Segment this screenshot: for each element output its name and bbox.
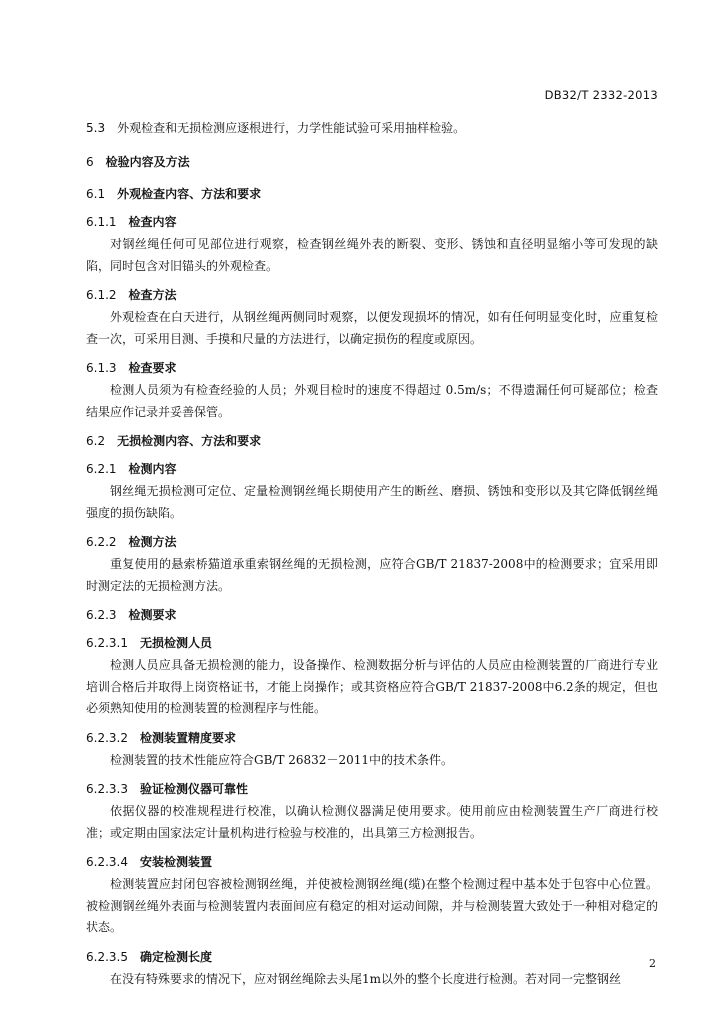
section-number: 6.2.3.1 xyxy=(86,636,128,650)
section-title: 外观检查和无损检测应逐根进行，力学性能试验可采用抽样检验。 xyxy=(117,121,466,135)
section-heading xyxy=(86,212,658,232)
paragraph: 在没有特殊要求的情况下，应对钢丝绳除去头尾1m以外的整个长度进行检测。若对同一完整钢丝 xyxy=(110,971,622,986)
document-body xyxy=(86,110,658,990)
section-title: 检测内容 xyxy=(128,462,177,476)
section-heading xyxy=(86,459,658,479)
section-title: 验证检测仪器可靠性 xyxy=(139,782,248,796)
section-heading xyxy=(86,285,658,305)
section-number: 5.3 xyxy=(86,121,106,135)
clause-text xyxy=(86,118,658,138)
section-title: 无损检测人员 xyxy=(139,636,212,650)
paragraph: 对钢丝绳任何可见部位进行观察，检查钢丝绳外表的断裂、变形、锈蚀和直径明显缩小等可发现的缺陷，同时包含对旧锚头的外观检查。 xyxy=(86,237,658,273)
paragraph: 检测装置的技术性能应符合GB/T 26832－2011中的技术条件。 xyxy=(110,752,453,767)
paragraph: 检测人员须为有检查经验的人员；外观目检时的速度不得超过 0.5m/s；不得遗漏任何可疑部位；检查结果应作记录并妥善保管。 xyxy=(86,383,658,419)
section-title: 检测方法 xyxy=(128,535,177,549)
section-number: 6.2.3.2 xyxy=(86,730,128,745)
standard-code: DB32/T 2332-2013 xyxy=(544,88,658,102)
section-number: 6.2.3 xyxy=(86,608,117,622)
section-heading xyxy=(86,728,658,748)
section-title: 检验内容及方法 xyxy=(105,155,190,169)
section-number: 6.2 xyxy=(86,434,106,448)
paragraph: 依据仪器的校准规程进行校准，以确认检测仪器满足使用要求。使用前应由检测装置生产厂商进行校准；或定期由国家法定计量机构进行检验与校准的，出具第三方检测报告。 xyxy=(86,804,658,840)
section-number: 6.2.3.4 xyxy=(86,855,128,869)
section-title: 检查内容 xyxy=(128,215,177,229)
section-number: 6 xyxy=(86,155,94,169)
section-heading xyxy=(86,605,658,625)
section-number: 6.1.2 xyxy=(86,288,117,302)
section-heading xyxy=(86,947,658,967)
section-heading xyxy=(86,184,658,204)
section-title: 外观检查内容、方法和要求 xyxy=(117,187,262,201)
section-number: 6.2.2 xyxy=(86,535,117,549)
section-heading xyxy=(86,358,658,378)
section-title: 安装检测装置 xyxy=(139,855,212,869)
paragraph: 检测装置应封闭包容被检测钢丝绳，并使被检测钢丝绳(缆)在整个检测过程中基本处于包容中心位置。被检测钢丝绳外表面与检测装置内表面间应有稳定的相对运动间隙，并与检测装置大致处于一种相对稳定的状态。 xyxy=(86,877,658,934)
section-number: 6.1.3 xyxy=(86,361,117,375)
section-heading xyxy=(86,152,658,172)
section-heading xyxy=(86,532,658,552)
section-heading xyxy=(86,633,658,653)
section-heading xyxy=(86,431,658,451)
section-title: 检查要求 xyxy=(128,361,177,375)
paragraph: 钢丝绳无损检测可定位、定量检测钢丝绳长期使用产生的断丝、磨损、锈蚀和变形以及其它降低钢丝绳强度的损伤缺陷。 xyxy=(86,484,658,520)
paragraph: 检测人员应具备无损检测的能力，设备操作、检测数据分析与评估的人员应由检测装置的厂商进行专业培训合格后并取得上岗资格证书，才能上岗操作；或其资格应符合GB/T 21837-2008中6.2条的规定，但也必须熟知使用的检测装置的检测程序与性能。 xyxy=(86,658,658,715)
section-number: 6.2.3.5 xyxy=(86,949,128,964)
section-number: 6.1 xyxy=(86,187,106,201)
section-title: 无损检测内容、方法和要求 xyxy=(117,434,262,448)
paragraph: 重复使用的悬索桥猫道承重索钢丝绳的无损检测，应符合GB/T 21837-2008中的检测要求；宜采用即时测定法的无损检测方法。 xyxy=(86,557,658,593)
section-title: 检查方法 xyxy=(128,288,177,302)
section-title: 确定检测长度 xyxy=(139,949,212,964)
section-heading xyxy=(86,852,658,872)
section-number: 6.2.3.3 xyxy=(86,782,128,796)
section-heading xyxy=(86,779,658,799)
page-number: 2 xyxy=(649,957,656,970)
section-title: 检测要求 xyxy=(128,608,177,622)
section-number: 6.1.1 xyxy=(86,215,117,229)
section-number: 6.2.1 xyxy=(86,462,117,476)
section-title: 检测装置精度要求 xyxy=(139,730,236,745)
paragraph: 外观检查在白天进行，从钢丝绳两侧同时观察，以便发现损坏的情况，如有任何明显变化时，应重复检查一次，可采用目测、手摸和尺量的方法进行，以确定损伤的程度或原因。 xyxy=(86,310,658,346)
